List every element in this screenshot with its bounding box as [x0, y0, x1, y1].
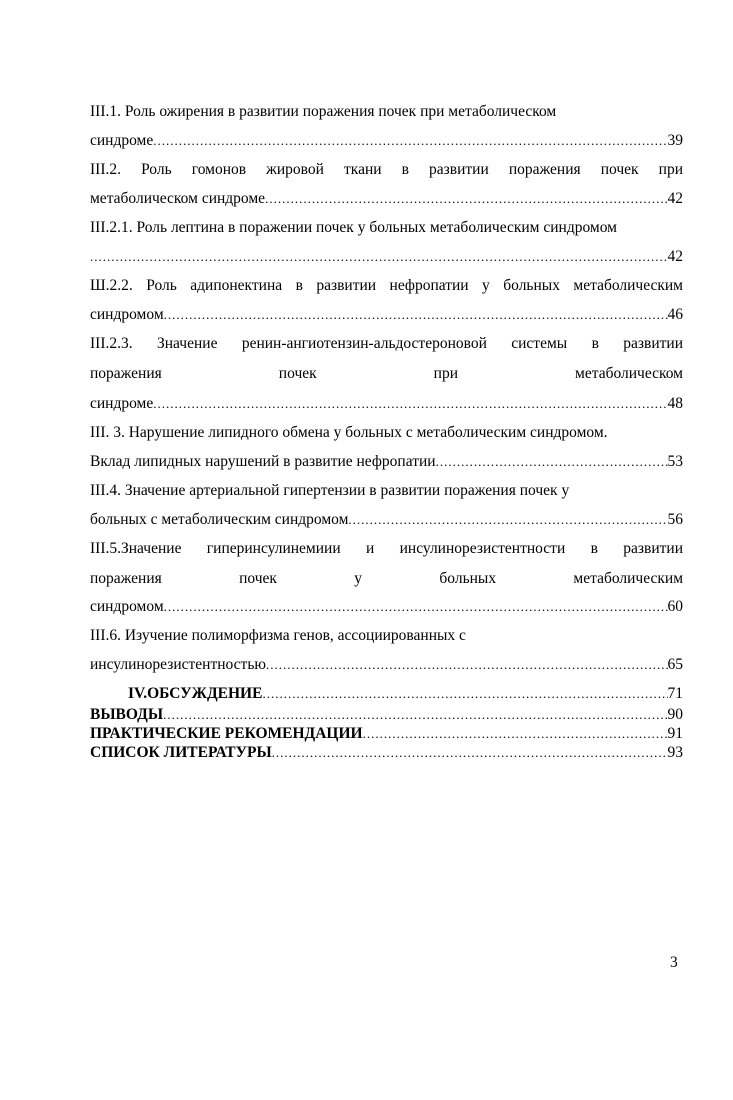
toc-entry-conclusions	[90, 705, 683, 725]
toc-entry-text: ПРАКТИЧЕСКИЕ РЕКОМЕНДАЦИИ	[90, 725, 363, 742]
toc-entry-3-2-3-line2: поражения почек при метаболическом	[90, 365, 683, 382]
toc-page-number: 46	[667, 306, 683, 323]
toc-entry-3-2-2-line2	[90, 305, 683, 325]
toc-entry-text: синдроме	[90, 395, 154, 412]
leader-dots	[363, 724, 668, 744]
toc-entry-recommendations	[90, 724, 683, 744]
leader-dots	[272, 743, 668, 763]
toc-entry-text: синдроме	[90, 132, 154, 149]
toc-entry-text: синдромом	[90, 306, 164, 323]
toc-entry-text: Вклад липидных нарушений в развитие нефропатии	[90, 453, 436, 470]
leader-dots	[153, 131, 667, 151]
toc-entry-3-3-line2	[90, 452, 683, 472]
toc-page-number: 65	[667, 656, 683, 673]
toc-page-number: 90	[667, 706, 683, 723]
toc-page-number: 71	[667, 685, 683, 702]
leader-dots	[266, 655, 668, 675]
toc-entry-3-6-line1: III.6. Изучение полиморфизма генов, ассоциированных с	[90, 627, 466, 644]
toc-page-number: 91	[667, 725, 683, 742]
toc-entry-text: синдромом	[90, 598, 164, 615]
toc-entry-3-2-3-line1: III.2.3. Значение ренин-ангиотензин-альдостероновой системы в развитии	[90, 335, 683, 352]
toc-page-number: 60	[667, 598, 683, 615]
toc-entry-3-2-1-line1: III.2.1. Роль лептина в поражении почек у больных метаболическим синдромом	[90, 219, 617, 236]
toc-entry-3-1-line1: III.1. Роль ожирения в развитии поражения почек при метаболическом	[90, 103, 557, 120]
leader-dots	[436, 452, 668, 472]
toc-entry-3-4-line2	[90, 510, 683, 530]
toc-page-number: 56	[667, 511, 683, 528]
toc-entry-text: больных с метаболическим синдромом	[90, 511, 349, 528]
toc-entry-3-5-line2: поражения почек у больных метаболическим	[90, 570, 683, 587]
leader-dots	[265, 189, 667, 209]
leader-dots	[90, 247, 668, 267]
toc-entry-3-5-line1: III.5.Значение гиперинсулинемиии и инсулинорезистентности в развитии	[90, 540, 683, 557]
toc-entry-text: СПИСОК ЛИТЕРАТУРЫ	[90, 744, 272, 761]
toc-entry-3-2-line1: III.2. Роль гомонов жировой ткани в развитии поражения почек при	[90, 161, 683, 178]
toc-page-number: 42	[667, 248, 683, 265]
toc-entry-3-1-line2	[90, 131, 683, 151]
toc-entry-3-4-line1: III.4. Значение артериальной гипертензии в развитии поражения почек у	[90, 482, 570, 499]
toc-page-number: 53	[667, 453, 683, 470]
toc-entry-discussion	[128, 684, 683, 704]
toc-entry-3-2-3-line3	[90, 394, 683, 414]
toc-page-number: 48	[667, 395, 683, 412]
toc-entry-3-2-2-line1: Ш.2.2. Роль адипонектина в развитии нефропатии у больных метаболическим	[90, 277, 683, 294]
toc-entry-3-5-line3	[90, 597, 683, 617]
toc-page-number: 42	[667, 190, 683, 207]
toc-entry-3-2-line2	[90, 189, 683, 209]
leader-dots	[262, 684, 667, 704]
toc-entry-text: ВЫВОДЫ	[90, 706, 164, 723]
toc-entry-text: метаболическом синдроме	[90, 190, 266, 207]
toc-entry-3-3-line1: III. 3. Нарушение липидного обмена у больных с метаболическим синдромом.	[90, 424, 608, 441]
toc-entry-text: IV.ОБСУЖДЕНИЕ	[128, 685, 263, 702]
leader-dots	[164, 305, 668, 325]
leader-dots	[164, 597, 668, 617]
toc-entry-references	[90, 743, 683, 763]
toc-entry-text: инсулинорезистентностью	[90, 656, 266, 673]
leader-dots	[348, 510, 667, 530]
toc-page-number: 93	[667, 744, 683, 761]
page-number: 3	[670, 954, 678, 971]
toc-page-number: 39	[667, 132, 683, 149]
leader-dots	[153, 394, 667, 414]
toc-entry-3-6-line2	[90, 655, 683, 675]
leader-dots	[163, 705, 667, 725]
toc-entry-3-2-1-line2	[90, 247, 683, 267]
